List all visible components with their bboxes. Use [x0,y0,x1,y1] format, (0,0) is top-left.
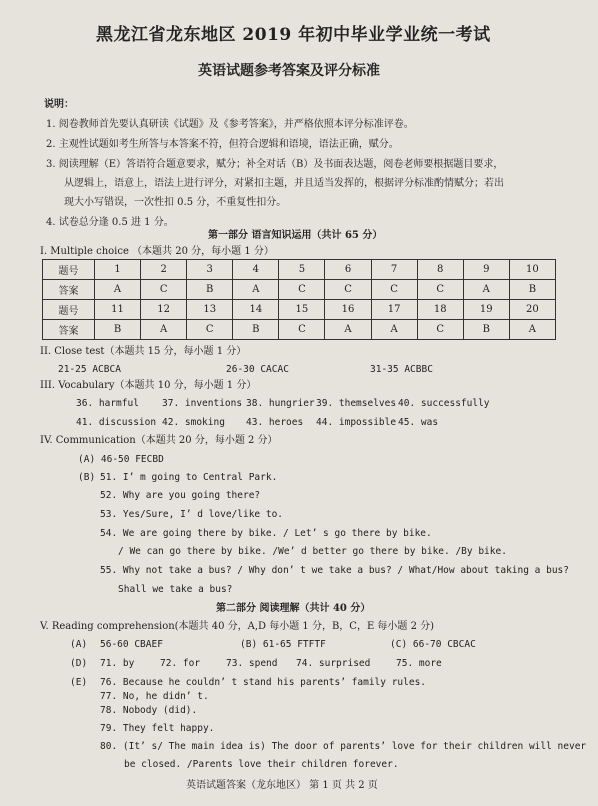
close-test-answers-1: 21-25 ACBCA [58,364,121,375]
table-cell: 15 [279,300,325,320]
table-cell: C [187,320,233,340]
communication-a-answers: (A) 46-50 FECBD [78,454,164,465]
vocab-41: 41. discussion [76,417,157,428]
vocab-42: 42. smoking [162,417,225,428]
table-row [43,260,556,280]
reading-d-label: (D) [70,658,88,669]
section2-title: II. Close test（本题共 15 分，每小题 1 分） [40,346,247,357]
reading-e-78: 78. Nobody (did). [100,705,198,716]
reading-b-answers: (B) 61-65 FTFTF [240,639,326,650]
reading-c-answers: (C) 66-70 CBCAC [390,639,476,650]
reading-a-answers: 56-60 CBAEF [100,639,163,650]
note-item-2: 2. 主观性试题如考生所答与本答案不符，但符合逻辑和语境，语法正确，赋分。 [46,139,399,150]
reading-e-label: (E) [70,677,88,688]
table-cell: 12 [141,300,187,320]
table-cell: 18 [417,300,463,320]
table-cell: 14 [233,300,279,320]
reading-e-80-cont: be closed. /Parents love their children forever. [124,759,399,770]
table-row-header: 答案 [43,280,95,300]
reading-d-71: 71. by [100,658,135,669]
comm-55-alt: Shall we take a bus? [118,584,233,595]
reading-d-73: 73. spend [226,658,278,669]
table-cell: 17 [371,300,417,320]
table-cell: 6 [325,260,371,280]
multiple-choice-answer-table [42,259,556,340]
table-cell: A [509,320,555,340]
section4-title: IV. Communication（本题共 20 分，每小题 2 分） [40,435,278,446]
table-cell: C [279,280,325,300]
vocab-39: 39. themselves [316,398,397,409]
table-cell: 11 [95,300,141,320]
reading-d-72: 72. for [160,658,201,669]
table-cell: 4 [233,260,279,280]
note-item-3: 3. 阅读理解（E）答语符合题意要求，赋分；补全对话（B）及书面表达题，阅卷老师要根据题目要求， [46,159,504,170]
table-cell: C [141,280,187,300]
table-cell: 10 [509,260,555,280]
page-footer: 英语试题答案（龙东地区） 第 1 页 共 2 页 [186,780,378,791]
reading-e-77: 77. No, he didn’ t. [100,691,209,702]
table-cell: 9 [463,260,509,280]
table-cell: A [371,320,417,340]
note-item-3-cont2: 现大小写错误，一次性扣 0.5 分，不重复性扣分。 [64,197,287,208]
table-cell: C [279,320,325,340]
table-cell: A [141,320,187,340]
table-cell: C [371,280,417,300]
table-row-header: 题号 [43,260,95,280]
reading-e-80: 80. (It’ s/ The main idea is) The door of parents’ love for their children will never [100,741,587,752]
document-title: 黑龙江省龙东地区 2019 年初中毕业学业统一考试 [96,25,491,45]
reading-d-74: 74. surprised [296,658,371,669]
communication-b-label: (B) [78,472,96,483]
table-cell: C [417,320,463,340]
comm-55: 55. Why not take a bus? / Why don’ t we take a bus? / What/How about taking a bus? [100,565,569,576]
table-cell: 2 [141,260,187,280]
comm-52: 52. Why are you going there? [100,490,261,501]
comm-51: 51. I’ m going to Central Park. [100,472,278,483]
table-cell: C [417,280,463,300]
vocab-37: 37. inventions [162,398,243,409]
table-cell: 3 [187,260,233,280]
table-cell: 13 [187,300,233,320]
close-test-answers-2: 26-30 CACAC [226,364,289,375]
close-test-answers-3: 31-35 ACBBC [370,364,433,375]
table-cell: A [95,280,141,300]
table-cell: 7 [371,260,417,280]
document-subtitle: 英语试题参考答案及评分标准 [198,63,380,79]
section1-title: I. Multiple choice （本题共 20 分，每小题 1 分） [40,246,274,257]
table-cell: B [463,320,509,340]
table-cell: 19 [463,300,509,320]
note-item-4: 4. 试卷总分逢 0.5 进 1 分。 [46,217,174,228]
note-item-3-cont: 从逻辑上，语意上，语法上进行评分，对紧扣主题，并且适当发挥的，根据评分标准酌情赋分；若出 [64,178,504,189]
vocab-44: 44. impossible [316,417,397,428]
vocab-38: 38. hungrier [246,398,315,409]
section5-title: V. Reading comprehension(本题共 40 分，A,D 每小题 1 分，B，C，E 每小题 2 分) [40,621,435,632]
table-cell: 20 [509,300,555,320]
notes-heading: 说明： [44,99,74,110]
table-cell: 5 [279,260,325,280]
table-row-header: 答案 [43,320,95,340]
vocab-36: 36. harmful [76,398,139,409]
reading-d-75: 75. more [396,658,442,669]
reading-a-label: (A) [70,639,88,650]
vocab-40: 40. successfully [398,398,490,409]
part1-heading: 第一部分 语言知识运用（共计 65 分） [208,230,383,241]
table-cell: A [463,280,509,300]
reading-e-76: 76. Because he couldn’ t stand his parents’ family rules. [100,677,427,688]
comm-54: 54. We are going there by bike. / Let’ s go there by bike. [100,528,432,539]
table-cell: 16 [325,300,371,320]
table-cell: A [233,280,279,300]
table-row [43,300,556,320]
table-row [43,320,556,340]
table-cell: B [509,280,555,300]
table-cell: B [95,320,141,340]
table-cell: 8 [417,260,463,280]
part2-heading: 第二部分 阅读理解（共计 40 分） [216,603,371,614]
vocab-43: 43. heroes [246,417,304,428]
section3-title: III. Vocabulary（本题共 10 分，每小题 1 分） [40,380,257,391]
table-cell: 1 [95,260,141,280]
comm-53: 53. Yes/Sure, I’ d love/like to. [100,509,284,520]
table-cell: C [325,280,371,300]
table-cell: B [187,280,233,300]
table-cell: B [233,320,279,340]
comm-54-alt: / We can go there by bike. /We’ d better go there by bike. /By bike. [118,546,507,557]
note-item-1: 1. 阅卷教师首先要认真研读《试题》及《参考答案》，并严格依照本评分标准评卷。 [46,119,414,130]
table-row [43,280,556,300]
table-row-header: 题号 [43,300,95,320]
vocab-45: 45. was [398,417,439,428]
reading-e-79: 79. They felt happy. [100,723,215,734]
table-cell: A [325,320,371,340]
